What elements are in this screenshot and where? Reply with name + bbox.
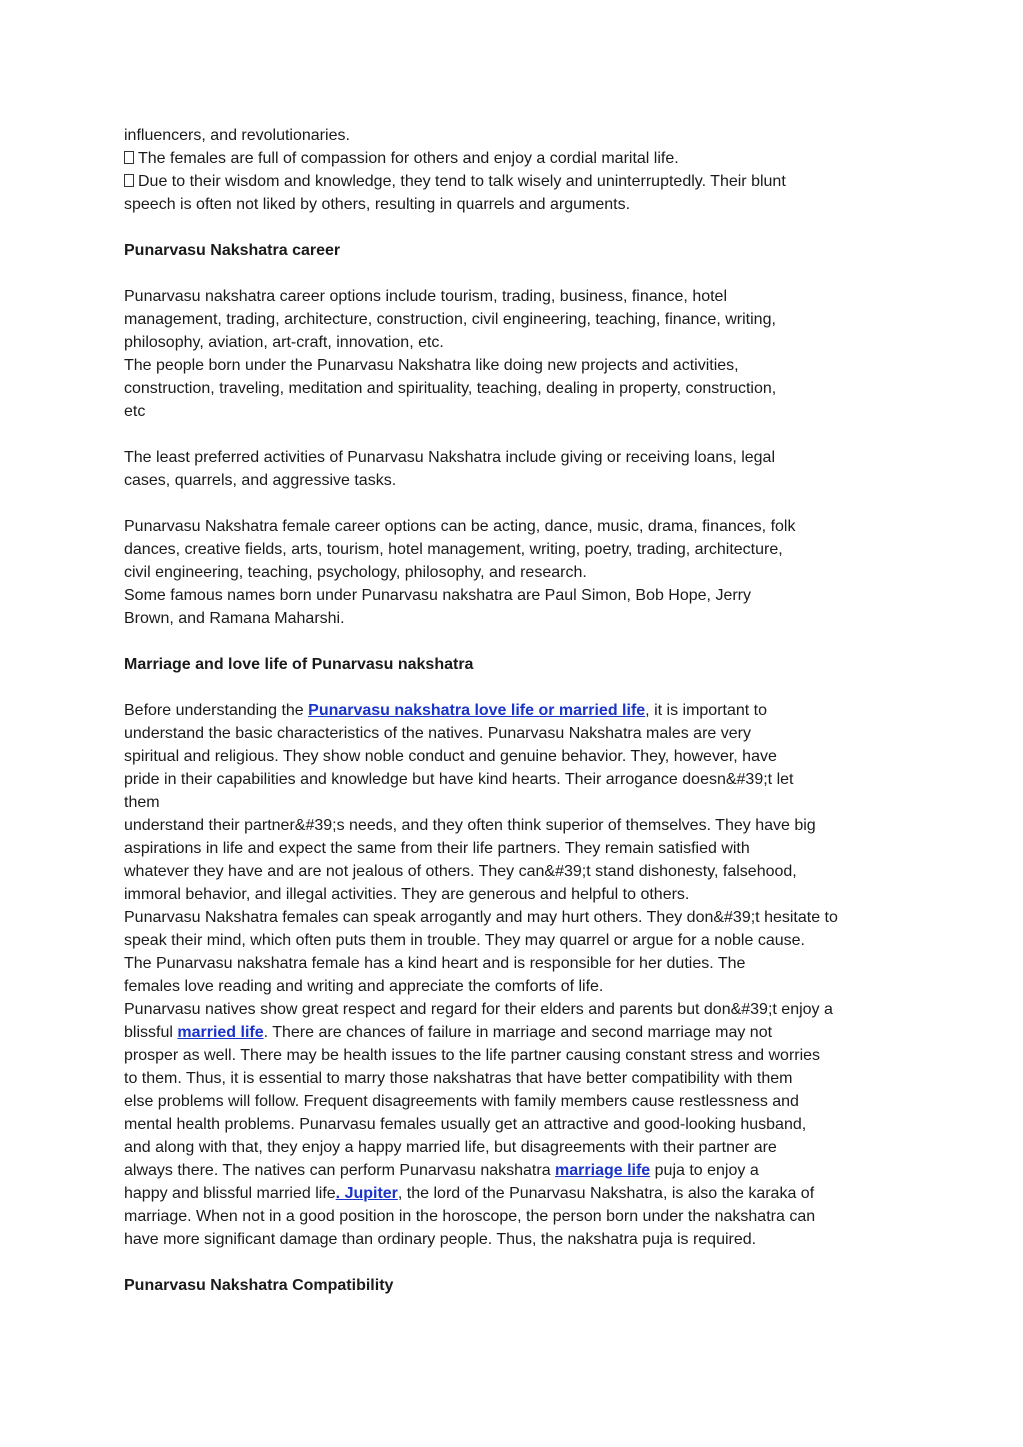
text-line: dances, creative fields, arts, tourism, hotel management, writing, poetry, trading, architecture, [124,541,783,558]
text-line: mental health problems. Punarvasu females usually get an attractive and good-looking husband, [124,1116,807,1133]
text-span: blissful [124,1024,178,1041]
text-line: understand their partner&#39;s needs, and they often think superior of themselves. They have big [124,817,816,834]
bullet-line [124,147,914,170]
text-line: and along with that, they enjoy a happy married life, but disagreements with their partner are [124,1139,777,1156]
jupiter-link[interactable]: . Jupiter [335,1185,398,1202]
text-line: have more significant damage than ordinary people. Thus, the nakshatra puja is required. [124,1231,757,1248]
text-span: always there. The natives can perform Punarvasu nakshatra [124,1162,556,1179]
text-line: Punarvasu Nakshatra females can speak arrogantly and may hurt others. They don&#39;t hesitate to [124,909,838,926]
married-life-link[interactable]: married life [177,1024,264,1041]
bullet-text: Due to their wisdom and knowledge, they tend to talk wisely and uninterruptedly. Their blunt [138,173,786,190]
section-heading-compatibility: Punarvasu Nakshatra Compatibility [124,1277,394,1294]
text-span: Before understanding the [124,702,309,719]
text-line: Punarvasu Nakshatra female career options can be acting, dance, music, drama, finances, folk [124,518,796,535]
text-line: speak their mind, which often puts them in trouble. They may quarrel or argue for a noble cause. [124,932,805,949]
bullet-line [124,170,914,193]
text-span: . There are chances of failure in marriage and second marriage may not [263,1024,773,1041]
text-line: to them. Thus, it is essential to marry those nakshatras that have better compatibility with them [124,1070,793,1087]
love-life-link[interactable]: Punarvasu nakshatra love life or married life [308,702,646,719]
missing-glyph-icon [124,151,134,164]
text-line: females love reading and writing and appreciate the comforts of life. [124,978,604,995]
text-line: understand the basic characteristics of the natives. Punarvasu Nakshatra males are very [124,725,751,742]
text-line: The least preferred activities of Punarvasu Nakshatra include giving or receiving loans, legal [124,449,776,466]
text-line: management, trading, architecture, construction, civil engineering, teaching, finance, writing, [124,311,776,328]
text-line: cases, quarrels, and aggressive tasks. [124,472,397,489]
text-line: spiritual and religious. They show noble conduct and genuine behavior. They, however, have [124,748,777,765]
text-line: philosophy, aviation, art-craft, innovation, etc. [124,334,444,351]
missing-glyph-icon [124,174,134,187]
bullet-text: The females are full of compassion for others and enjoy a cordial marital life. [138,150,679,167]
text-line: else problems will follow. Frequent disagreements with family members cause restlessness and [124,1093,799,1110]
text-line: Punarvasu nakshatra career options include tourism, trading, business, finance, hotel [124,288,728,305]
text-line: etc [124,403,146,420]
section-heading-career: Punarvasu Nakshatra career [124,242,341,259]
text-span: , the lord of the Punarvasu Nakshatra, is also the karaka of [397,1185,815,1202]
text-line: them [124,794,160,811]
text-line: civil engineering, teaching, psychology, philosophy, and research. [124,564,587,581]
text-line: construction, traveling, meditation and spirituality, teaching, dealing in property, construction, [124,380,777,397]
text-line: aspirations in life and expect the same from their life partners. They remain satisfied with [124,840,750,857]
text-line: prosper as well. There may be health issues to the life partner causing constant stress and worries [124,1047,821,1064]
text-line: influencers, and revolutionaries. [124,127,350,144]
text-line: Punarvasu natives show great respect and regard for their elders and parents but don&#39;t enjoy a [124,1001,833,1018]
text-span: happy and blissful married life [124,1185,336,1202]
text-line: speech is often not liked by others, resulting in quarrels and arguments. [124,196,631,213]
text-line: immoral behavior, and illegal activities. They are generous and helpful to others. [124,886,690,903]
text-span: puja to enjoy a [650,1162,759,1179]
text-line [124,699,914,722]
text-line [124,1021,914,1044]
text-line [124,1182,914,1205]
text-line: pride in their capabilities and knowledge but have kind hearts. Their arrogance doesn&#39;t let [124,771,794,788]
text-line: The Punarvasu nakshatra female has a kind heart and is responsible for her duties. The [124,955,746,972]
text-line: Brown, and Ramana Maharshi. [124,610,345,627]
marriage-life-link[interactable]: marriage life [555,1162,651,1179]
text-line: The people born under the Punarvasu Nakshatra like doing new projects and activities, [124,357,739,374]
text-line: whatever they have and are not jealous of others. They can&#39;t stand dishonesty, falsehood, [124,863,797,880]
text-line [124,1159,914,1182]
section-heading-marriage: Marriage and love life of Punarvasu nakshatra [124,656,474,673]
text-line: marriage. When not in a good position in the horoscope, the person born under the nakshatra can [124,1208,816,1225]
document-page [124,124,914,1297]
text-span: , it is important to [645,702,767,719]
text-line: Some famous names born under Punarvasu nakshatra are Paul Simon, Bob Hope, Jerry [124,587,751,604]
